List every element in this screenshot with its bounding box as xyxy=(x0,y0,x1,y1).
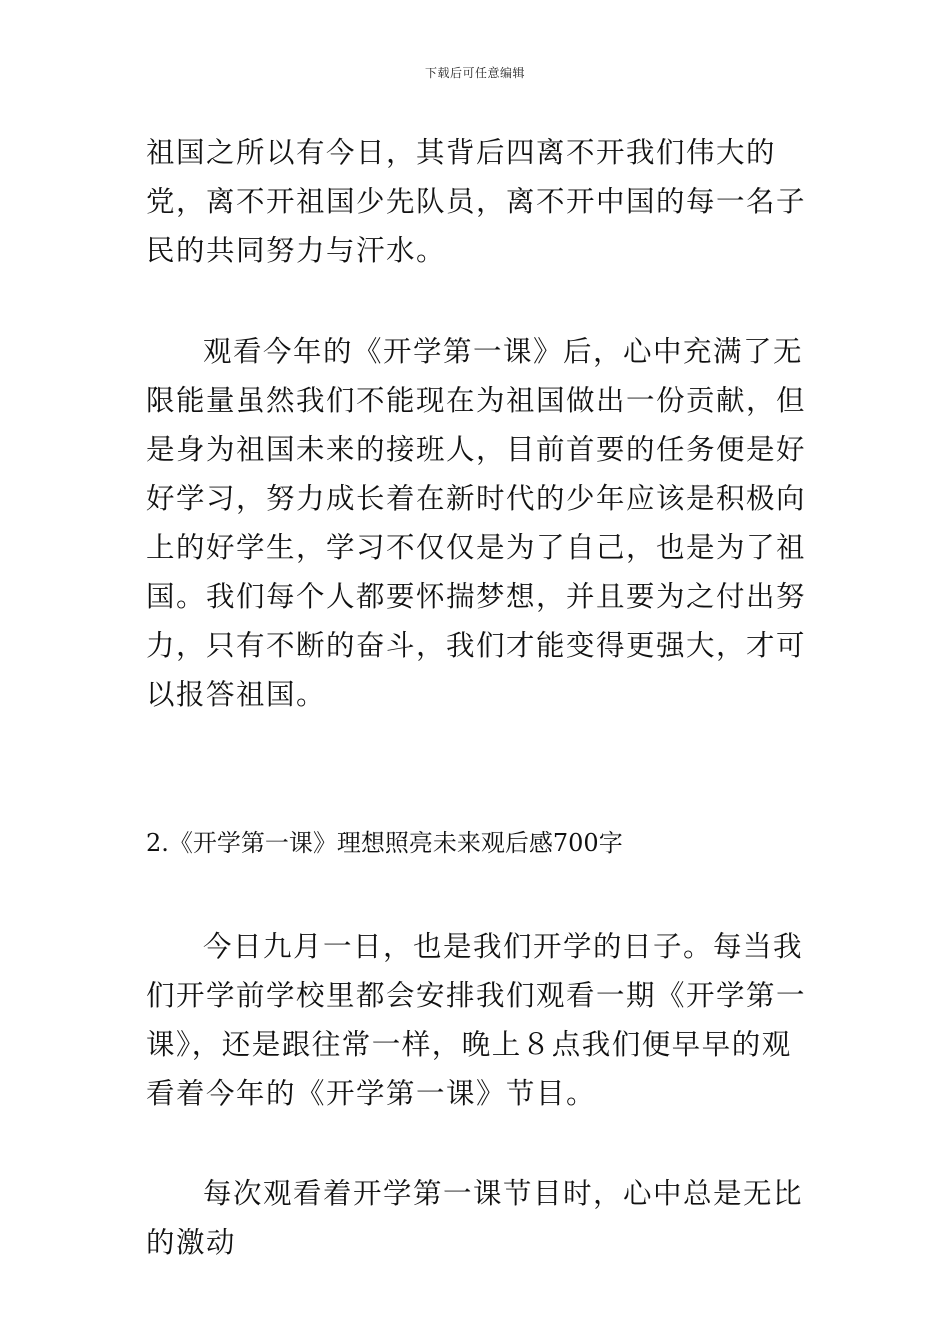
paragraph-1: 祖国之所以有今日，其背后四离不开我们伟大的党，离不开祖国少先队员，离不开中国的每一名子民的共同努力与汗水。 xyxy=(146,136,807,267)
page-header: 下载后可任意编辑 xyxy=(424,66,525,80)
section-heading: 2.《开学第一课》理想照亮未来观后感700字 xyxy=(146,829,623,857)
paragraph-3: 今日九月一日，也是我们开学的日子。每当我们开学前学校里都会安排我们观看一期《开学第一课》，还是跟往常一样，晚上８点我们便早早的观看着今年的《开学第一课》节目。 xyxy=(146,930,807,1110)
paragraph-4: 每次观看着开学第一课节目时，心中总是无比的激动 xyxy=(146,1177,804,1259)
paragraph-2: 观看今年的《开学第一课》后，心中充满了无限能量虽然我们不能现在为祖国做出一份贡献，但是身为祖国未来的接班人，目前首要的任务便是好好学习，努力成长着在新时代的少年应该是积极向上的好学生，学习不仅仅是为了自己，也是为了祖国。我们每个人都要怀揣梦想，并且要为之付出努力，只有不断的奋斗，我们才能变得更强大，才可以报答祖国。 xyxy=(146,335,807,711)
